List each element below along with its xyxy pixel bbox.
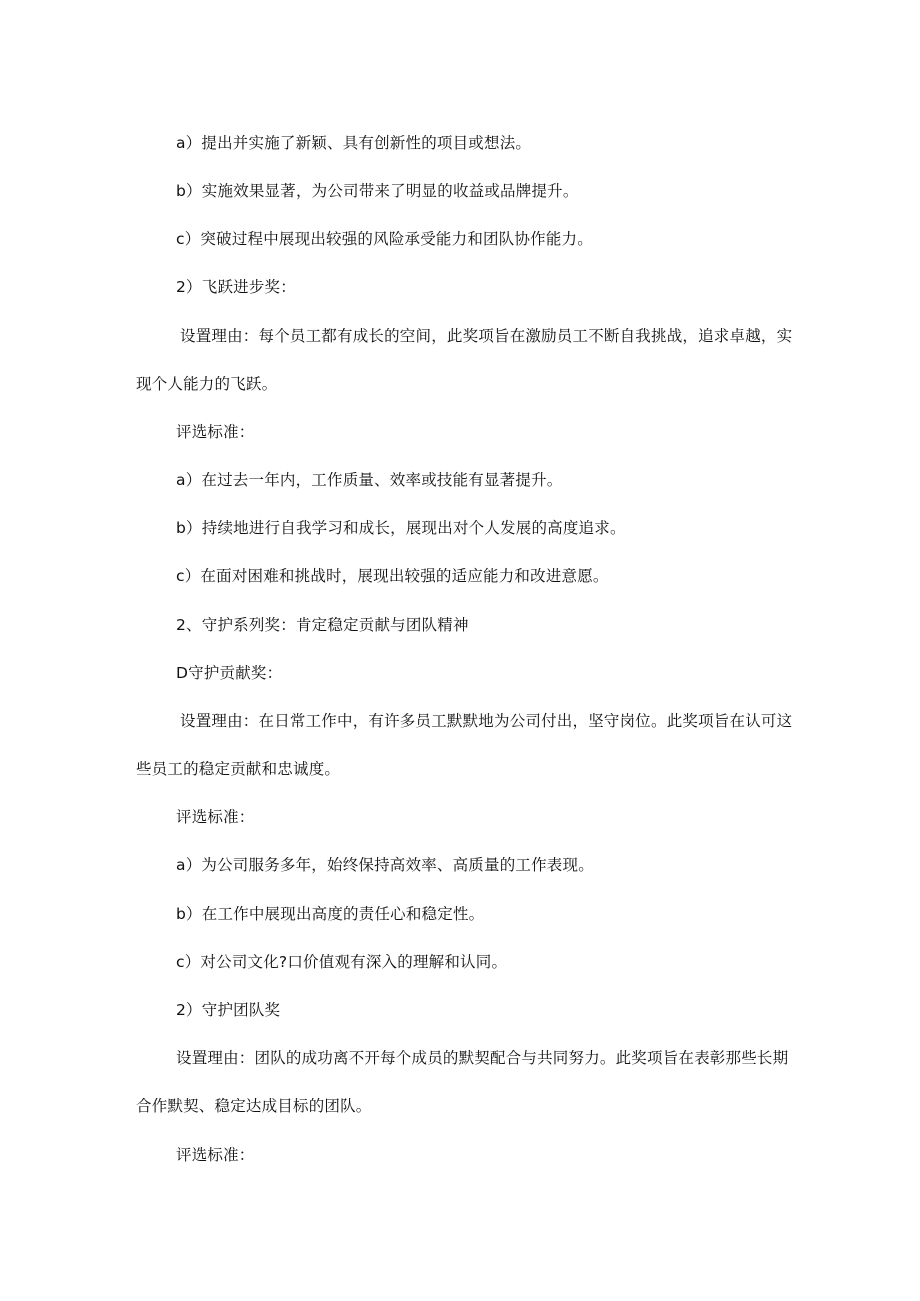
guardian-contribution-reason-line-2: 些员工的稳定贡献和忠诚度。 [136,760,341,778]
leap-progress-criterion-c: c）在面对困难和挑战时，展现出较强的适应能力和改进意愿。 [176,567,609,585]
guardian-contribution-award-heading: D守护贡献奖： [176,664,283,682]
guardian-team-reason-line-1: 设置理由：团队的成功离不开每个成员的默契配合与共同努力。此奖项旨在表彰那些长期 [176,1049,789,1067]
guardian-contribution-criteria-label: 评选标准： [176,808,255,826]
guardian-contribution-criterion-c: c）对公司文化?口价值观有深入的理解和认同。 [176,953,508,971]
leap-progress-criterion-a: a）在过去一年内，工作质量、效率或技能有显著提升。 [176,471,563,489]
guardian-contribution-criterion-a: a）为公司服务多年，始终保持高效率、高质量的工作表现。 [176,856,594,874]
innovation-criterion-c: c）突破过程中展现出较强的风险承受能力和团队协作能力。 [176,230,593,248]
guardian-team-award-heading: 2）守护团队奖 [176,1001,281,1019]
leap-progress-criterion-b: b）持续地进行自我学习和成长，展现出对个人发展的高度追求。 [176,519,626,537]
guardian-contribution-criterion-b: b）在工作中展现出高度的责任心和稳定性。 [176,905,485,923]
innovation-criterion-a: a）提出并实施了新颖、具有创新性的项目或想法。 [176,134,532,152]
innovation-criterion-b: b）实施效果显著，为公司带来了明显的收益或品牌提升。 [176,182,579,200]
guardian-team-criteria-label: 评选标准： [176,1146,255,1164]
guardian-contribution-reason-line-1: 设置理由：在日常工作中，有许多员工默默地为公司付出，坚守岗位。此奖项旨在认可这 [180,712,793,730]
guardian-series-heading: 2、守护系列奖：肯定稳定贡献与团队精神 [176,616,469,634]
leap-progress-reason-line-1: 设置理由：每个员工都有成长的空间，此奖项旨在激励员工不断自我挑战，追求卓越，实 [180,327,793,345]
leap-progress-criteria-label: 评选标准： [176,423,255,441]
guardian-team-reason-line-2: 合作默契、稳定达成目标的团队。 [136,1097,372,1115]
leap-progress-award-heading: 2）飞跃进步奖： [176,278,296,296]
leap-progress-reason-line-2: 现个人能力的飞跃。 [136,375,278,393]
